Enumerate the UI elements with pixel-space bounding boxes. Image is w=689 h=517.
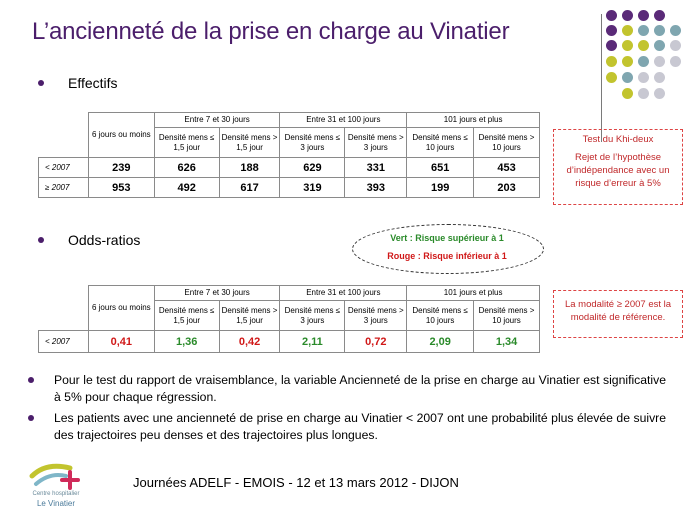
modalite-box (553, 290, 683, 338)
cell: 629 (280, 158, 345, 178)
sub-header: Densité mens > 3 jours (345, 128, 407, 158)
cell: 2,11 (280, 331, 345, 353)
dot-icon (654, 72, 665, 83)
group-header: Entre 31 et 100 jours (280, 286, 407, 301)
dot-icon (622, 25, 633, 36)
cell: 199 (407, 178, 474, 198)
paragraph-2 (54, 410, 666, 444)
dot-icon (654, 40, 665, 51)
legend-ellipse (352, 224, 544, 274)
cell: 953 (88, 178, 154, 198)
table-row (39, 331, 540, 353)
cell: 2,09 (407, 331, 474, 353)
row-label: < 2007 (39, 158, 89, 178)
dot-icon (606, 72, 617, 83)
dot-icon (670, 56, 681, 67)
cell: 1,34 (474, 331, 540, 353)
dot-icon (622, 10, 633, 21)
logo-line1: Centre hospitalier (32, 491, 80, 497)
dot-icon (670, 25, 681, 36)
dot-icon (638, 40, 649, 51)
sub-header: Densité mens > 10 jours (474, 301, 540, 331)
dot-icon (638, 88, 649, 99)
dot-icon (654, 25, 665, 36)
table-row (39, 178, 540, 198)
sub-header: Densité mens ≤ 1,5 jour (154, 301, 219, 331)
divider-line (601, 14, 602, 142)
dot-icon (654, 56, 665, 67)
cell: 453 (474, 158, 540, 178)
dot-icon (638, 56, 649, 67)
cell: 203 (474, 178, 540, 198)
paragraph-1 (54, 372, 666, 406)
group-header: Entre 7 et 30 jours (154, 286, 280, 301)
sub-header: Densité mens ≤ 3 jours (280, 301, 345, 331)
cell: 0,41 (88, 331, 154, 353)
sub-header: Densité mens ≤ 1,5 jour (154, 128, 219, 158)
group-header: 101 jours et plus (407, 113, 540, 128)
group-header: 101 jours et plus (407, 286, 540, 301)
odds-ratios-table (38, 285, 540, 353)
dot-icon (622, 56, 633, 67)
paragraph-text: Pour le test du rapport de vraisemblance, la variable Ancienneté de la prise en charge au Vinatier est significative à 5% pour chaque régression. (54, 373, 666, 404)
dot-icon (638, 25, 649, 36)
sub-header: Densité mens > 1,5 jour (219, 128, 280, 158)
dot-icon (622, 40, 633, 51)
cell: 188 (219, 158, 280, 178)
bullet-icon (28, 377, 34, 383)
section-heading: Effectifs (68, 75, 118, 91)
khi-deux-box (553, 129, 683, 205)
bullet-icon (28, 415, 34, 421)
dot-icon (622, 88, 633, 99)
cell: 651 (407, 158, 474, 178)
sub-header: Densité mens > 3 jours (345, 301, 407, 331)
row-label: < 2007 (39, 331, 89, 353)
dot-icon (606, 56, 617, 67)
khi-deux-text: Rejet de l’hypothèse d’indépendance avec un risque d’erreur à 5% (566, 152, 670, 189)
corner-header: 6 jours ou moins (88, 286, 154, 331)
cell: 0,72 (345, 331, 407, 353)
legend-green: Vert : Risque supérieur à 1 (390, 233, 504, 243)
dot-icon (638, 72, 649, 83)
cell: 492 (154, 178, 219, 198)
row-label: ≥ 2007 (39, 178, 89, 198)
dot-icon (654, 88, 665, 99)
sub-header: Densité mens ≤ 10 jours (407, 301, 474, 331)
paragraph-text: Les patients avec une ancienneté de prise en charge au Vinatier < 2007 ont une probabilité plus élevée de suivre des trajectoires peu denses et des trajectoires plus longues. (54, 411, 666, 442)
cell: 239 (88, 158, 154, 178)
corner-header: 6 jours ou moins (88, 113, 154, 158)
cell: 0,42 (219, 331, 280, 353)
sub-header: Densité mens > 10 jours (474, 128, 540, 158)
legend-red: Rouge : Risque inférieur à 1 (387, 251, 507, 261)
group-header: Entre 31 et 100 jours (280, 113, 407, 128)
effectifs-table (38, 112, 540, 198)
sub-header: Densité mens > 1,5 jour (219, 301, 280, 331)
sub-header: Densité mens ≤ 3 jours (280, 128, 345, 158)
modalite-text: La modalité ≥ 2007 est la modalité de référence. (564, 299, 672, 323)
khi-deux-title: Test du Khi-deux (582, 134, 654, 145)
dot-icon (638, 10, 649, 21)
cell: 393 (345, 178, 407, 198)
group-header: Entre 7 et 30 jours (154, 113, 280, 128)
bullet-icon (38, 80, 44, 86)
cell: 331 (345, 158, 407, 178)
table-row (39, 158, 540, 178)
cell: 1,36 (154, 331, 219, 353)
dot-icon (606, 10, 617, 21)
footer-text: Journées ADELF - EMOIS - 12 et 13 mars 2012 - DIJON (133, 475, 459, 490)
logo-line2: Le Vinatier (36, 499, 76, 508)
section-heading: Odds-ratios (68, 232, 141, 248)
dot-icon (606, 25, 617, 36)
sub-header: Densité mens ≤ 10 jours (407, 128, 474, 158)
dot-icon (606, 40, 617, 51)
dot-icon (654, 10, 665, 21)
dot-icon (622, 72, 633, 83)
cell: 626 (154, 158, 219, 178)
cell: 319 (280, 178, 345, 198)
dot-icon (670, 40, 681, 51)
slide-title: L’ancienneté de la prise en charge au Vinatier (32, 18, 510, 45)
bullet-icon (38, 237, 44, 243)
cell: 617 (219, 178, 280, 198)
